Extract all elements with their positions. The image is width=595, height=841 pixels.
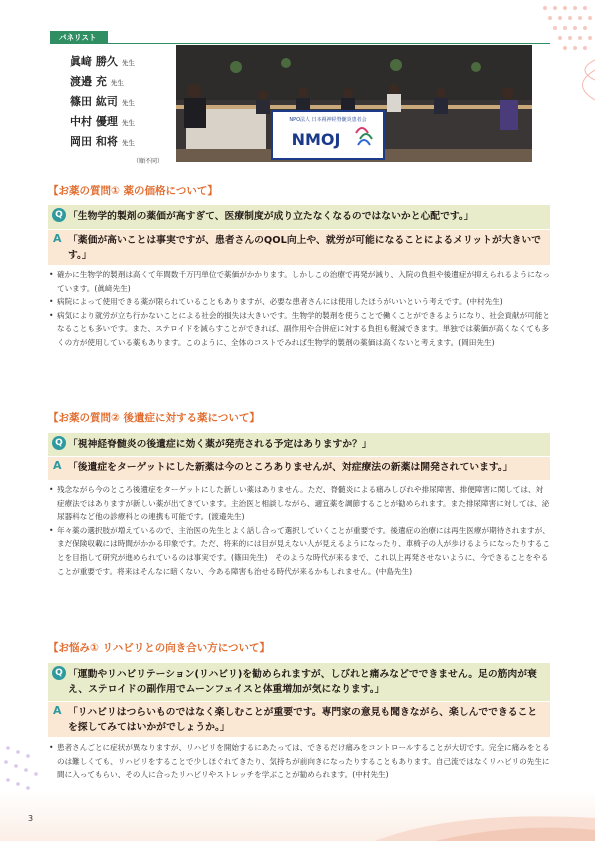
panelist-list (70, 53, 170, 153)
photo-banner-logo: NMOJ (291, 130, 341, 149)
comment-item: • 年々薬の選択肢が増えているので、主治医の先生とよく話し合って選択していくことが重要です。後遺症の治療には再生医療が期待されますが、まだ保険収載には時間がかかる印象です。ただ、将来的には目が見えない人が見えるようになったり、車椅子の人が歩けるようになったりすることを目指して研究が進められているのは事実です。(篠田先生) そのような時代が来るまで、これ以上再発させないように、今できることをやることが重要です。将来はそんなに暗くない、今ある障害も治せる時代が来るかもしれません。(中島先生) (48, 524, 550, 578)
panelist-item (70, 73, 170, 93)
answer-icon: A (53, 704, 62, 717)
comment-item: • 患者さんごとに症状が異なりますが、リハビリを開始するにあたっては、できるだけ痛みをコントロールすることが大切です。完全に痛みをとるのは難しくても、リハビリをすることで少しほぐれてきたり、気持ちが前向きになったりすることもあります。自己流ではなくリハビリの先生に間に入ってもらい、その人に合ったリハビリやストレッチを学ぶことが勧められます。(中村先生) (48, 741, 550, 782)
panelist-title: 先生 (121, 119, 135, 127)
answer-icon: A (53, 232, 62, 245)
comment-list (48, 268, 550, 350)
panelist-title: 先生 (121, 139, 135, 147)
panelist-name: 渡邉 充 (70, 75, 107, 88)
panelist-name: 篠田 紘司 (70, 95, 118, 108)
header-rule (108, 43, 550, 44)
answer-text: 「薬価が高いことは事実ですが、患者さんのQOL向上や、就労が可能になることによるメリットが大きいです。」 (68, 235, 541, 261)
answer-box (48, 230, 550, 265)
panelist-title: 先生 (121, 99, 135, 107)
answer-box (48, 457, 550, 480)
section-title: 【お薬の質問② 後遺症に対する薬について】 (48, 412, 260, 424)
question-icon: Q (52, 666, 66, 680)
question-icon: Q (52, 436, 66, 450)
panelist-name: 眞﨑 勝久 (70, 55, 118, 68)
order-note: （順不同） (133, 158, 164, 165)
panelist-title: 先生 (121, 59, 135, 67)
panelist-header (50, 31, 550, 45)
question-box (48, 663, 550, 701)
panelist-item (70, 53, 170, 73)
panel-photo (176, 45, 532, 162)
comment-item: • 病気により就労が立ち行かないことによる社会的損失は大きいです。生物学的製剤を使うことで働くことができるようになり、社会貢献が可能となることも多いです。また、ステロイドを減らすことができれば、副作用や合併症に対する負担も軽減できます。単独では薬価が高くなくても多くの方が使用している薬もあります。このように、全体のコストでみれば生物学的製剤の薬価は高くないと考えます。(岡田先生) (48, 309, 550, 350)
panelist-title: 先生 (110, 79, 124, 87)
section-title: 【お薬の質問① 薬の価格について】 (48, 185, 218, 197)
panelist-name: 岡田 和将 (70, 135, 118, 148)
question-box (48, 205, 550, 229)
panelist-label: パネリスト (50, 31, 108, 44)
question-box (48, 433, 550, 456)
decorative-wave (375, 800, 595, 841)
comment-list (48, 483, 550, 578)
comment-list (48, 741, 550, 782)
question-text: 「視神経脊髄炎の後遺症に効く薬が発売される予定はありますか？」 (68, 439, 372, 450)
answer-text: 「後遺症をターゲットにした新薬は今のところありませんが、対症療法の新薬は開発されています。」 (68, 462, 513, 473)
photo-banner-org: NPO法人 日本視神経脊髄炎患者会 (289, 117, 367, 123)
comment-item: • 確かに生物学的製剤は高くて年間数千万円単位で薬価がかかります。しかしこの治療で再発が減り、入院の負担や後遺症が抑えられるようになっています。(眞﨑先生) (48, 268, 550, 295)
panelist-item (70, 133, 170, 153)
comment-item: • 病院によって使用できる薬が限られていることもありますが、必要な患者さんには使用したほうがいいという考えです。(中村先生) (48, 295, 550, 309)
panel-photo-illustration (176, 45, 532, 162)
question-text: 「運動やリハビリテーション(リハビリ)を勧められますが、しびれと痛みなどでできません。足の筋肉が衰え、ステロイドの副作用でムーンフェイスと体重増加が気になります。」 (68, 669, 537, 695)
section-title: 【お悩み① リハビリとの向き合い方について】 (48, 642, 271, 654)
answer-icon: A (53, 459, 62, 472)
panelist-item (70, 93, 170, 113)
comment-item: • 残念ながら今のところ後遺症をターゲットにした新しい薬はありません。ただ、脊髄炎による痛みしびれや排尿障害、排便障害に関しては、対症療法ではありますが新しい薬が出てきています。主治医と相談しながら、適宜薬を調節することが勧められます。また排尿障害に対しては、泌尿器科など他の診療科との連携も可能です。(渡邉先生) (48, 483, 550, 524)
page-number: 3 (28, 814, 34, 823)
panelist-name: 中村 優理 (70, 115, 118, 128)
panelist-item (70, 113, 170, 133)
question-icon: Q (52, 208, 66, 222)
answer-text: 「リハビリはつらいものではなく楽しむことが重要です。専門家の意見も聞きながら、楽しんでできることを探してみてはいかがでしょうか。」 (68, 707, 538, 733)
question-text: 「生物学的製剤の薬価が高すぎて、医療制度が成り立たなくなるのではないかと心配です。」 (68, 211, 474, 222)
answer-box (48, 702, 550, 737)
